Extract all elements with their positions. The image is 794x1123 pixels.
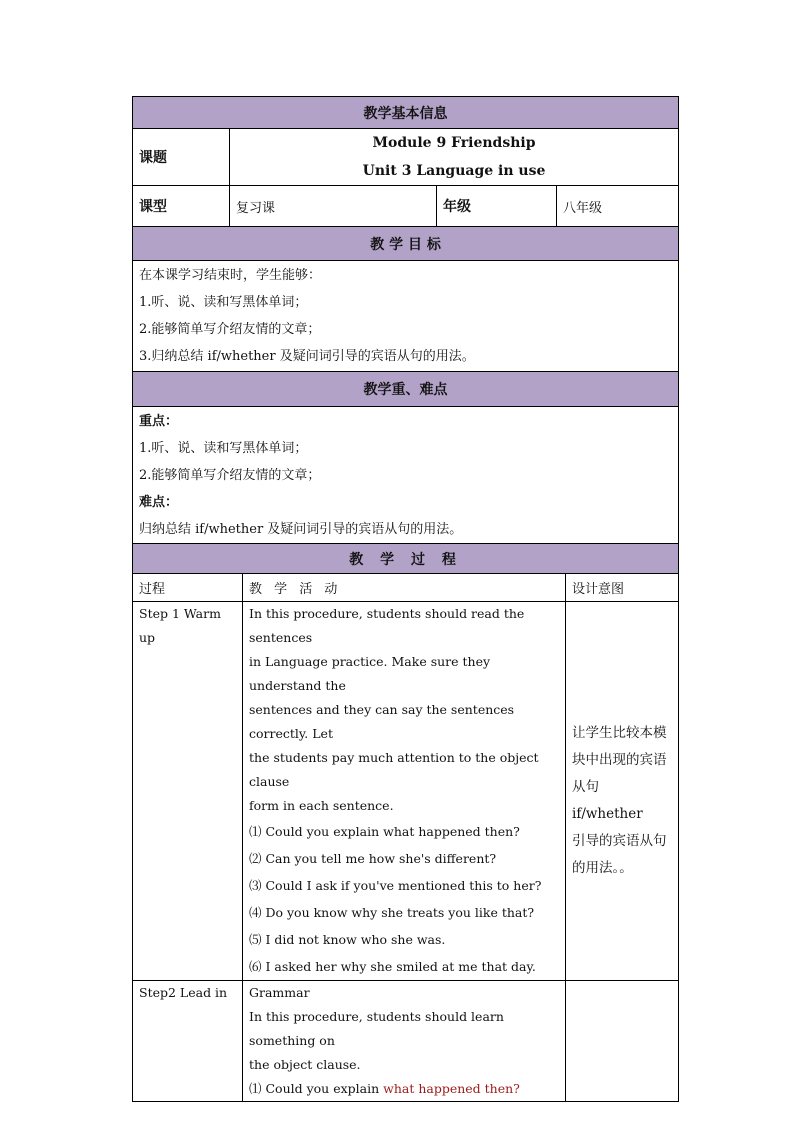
type-label: 课型 — [133, 186, 230, 227]
grade-label: 年级 — [437, 186, 557, 227]
key-point-item: 2.能够简单写介绍友情的文章； — [139, 468, 321, 483]
col-step-header: 过程 — [133, 574, 243, 602]
step1-design-line: 引导的宾语从句 — [572, 833, 667, 849]
key-points-body — [133, 407, 679, 544]
step2-para-line: In this procedure, students should learn something on — [249, 1009, 504, 1048]
objective-item: 1.听、说、读和写黑体单词； — [139, 295, 308, 310]
key-point-item: 1.听、说、读和写黑体单词； — [139, 441, 308, 456]
step2-para-line: the object clause. — [249, 1057, 361, 1072]
col-design-header: 设计意图 — [566, 574, 679, 602]
type-value: 复习课 — [230, 186, 437, 227]
basic-info-header: 教学基本信息 — [133, 97, 679, 129]
topic-label: 课题 — [133, 129, 230, 186]
topic-value — [230, 129, 679, 186]
step2-sentence — [249, 1077, 559, 1101]
step1-para-line: in Language practice. Make sure they understand the — [249, 654, 491, 693]
step1-design-line: 块中出现的宾语 — [572, 752, 667, 768]
objectives-header: 教 学 目 标 — [133, 227, 679, 261]
key-points-label: 重点： — [139, 414, 179, 429]
step1-sentence: ⑸ I did not know who she was. — [249, 932, 446, 947]
topic-line-1: Module 9 Friendship — [372, 135, 536, 151]
step1-para-line: form in each sentence. — [249, 798, 394, 813]
objective-item: 3.归纳总结 if/whether 及疑问词引导的宾语从句的用法。 — [139, 349, 475, 364]
step1-para-line: sentences and they can say the sentences correctly. Let — [249, 702, 515, 741]
step1-para-line: the students pay much attention to the object clause — [249, 750, 539, 789]
difficult-points-label: 难点： — [139, 495, 179, 510]
objectives-body — [133, 261, 679, 372]
lesson-plan-table — [132, 96, 679, 1102]
step2-name-text: Step2 Lead in — [139, 985, 228, 1000]
step1-sentence: ⑷ Do you know why she treats you like that? — [249, 905, 535, 920]
process-header: 教 学 过 程 — [133, 544, 679, 574]
objectives-intro: 在本课学习结束时，学生能够： — [139, 268, 322, 283]
step1-sentence: ⑶ Could I ask if you've mentioned this to her? — [249, 878, 542, 893]
grade-value: 八年级 — [557, 186, 679, 227]
col-activity-header: 教 学 活 动 — [243, 574, 566, 602]
topic-line-2: Unit 3 Language in use — [362, 163, 546, 179]
step1-design-line: 从句 if/whether — [572, 779, 643, 822]
step2-sentence-highlight: what happened then? — [383, 1081, 520, 1096]
step1-sentence: ⑴ Could you explain what happened then? — [249, 824, 520, 839]
step1-design — [566, 602, 679, 981]
step1-para-line: In this procedure, students should read the sentences — [249, 606, 525, 645]
step1-activity — [243, 602, 566, 981]
step1-design-line: 的用法。。 — [572, 860, 633, 876]
step1-design-line: 让学生比较本模 — [572, 725, 667, 741]
difficult-point-text: 归纳总结 if/whether 及疑问词引导的宾语从句的用法。 — [139, 522, 463, 537]
step1-sentence: ⑵ Can you tell me how she's different? — [249, 851, 497, 866]
step1-name-text: Step 1 Warm up — [139, 606, 221, 645]
step1-name — [133, 602, 243, 981]
key-points-header: 教学重、难点 — [133, 372, 679, 407]
step1-sentence: ⑹ I asked her why she smiled at me that day. — [249, 959, 536, 974]
objective-item: 2.能够简单写介绍友情的文章； — [139, 322, 321, 337]
step2-name — [133, 981, 243, 1102]
step2-activity — [243, 981, 566, 1102]
step2-title: Grammar — [249, 985, 310, 1000]
step2-design — [566, 981, 679, 1102]
step2-sentence-prefix: ⑴ Could you explain — [249, 1081, 384, 1096]
